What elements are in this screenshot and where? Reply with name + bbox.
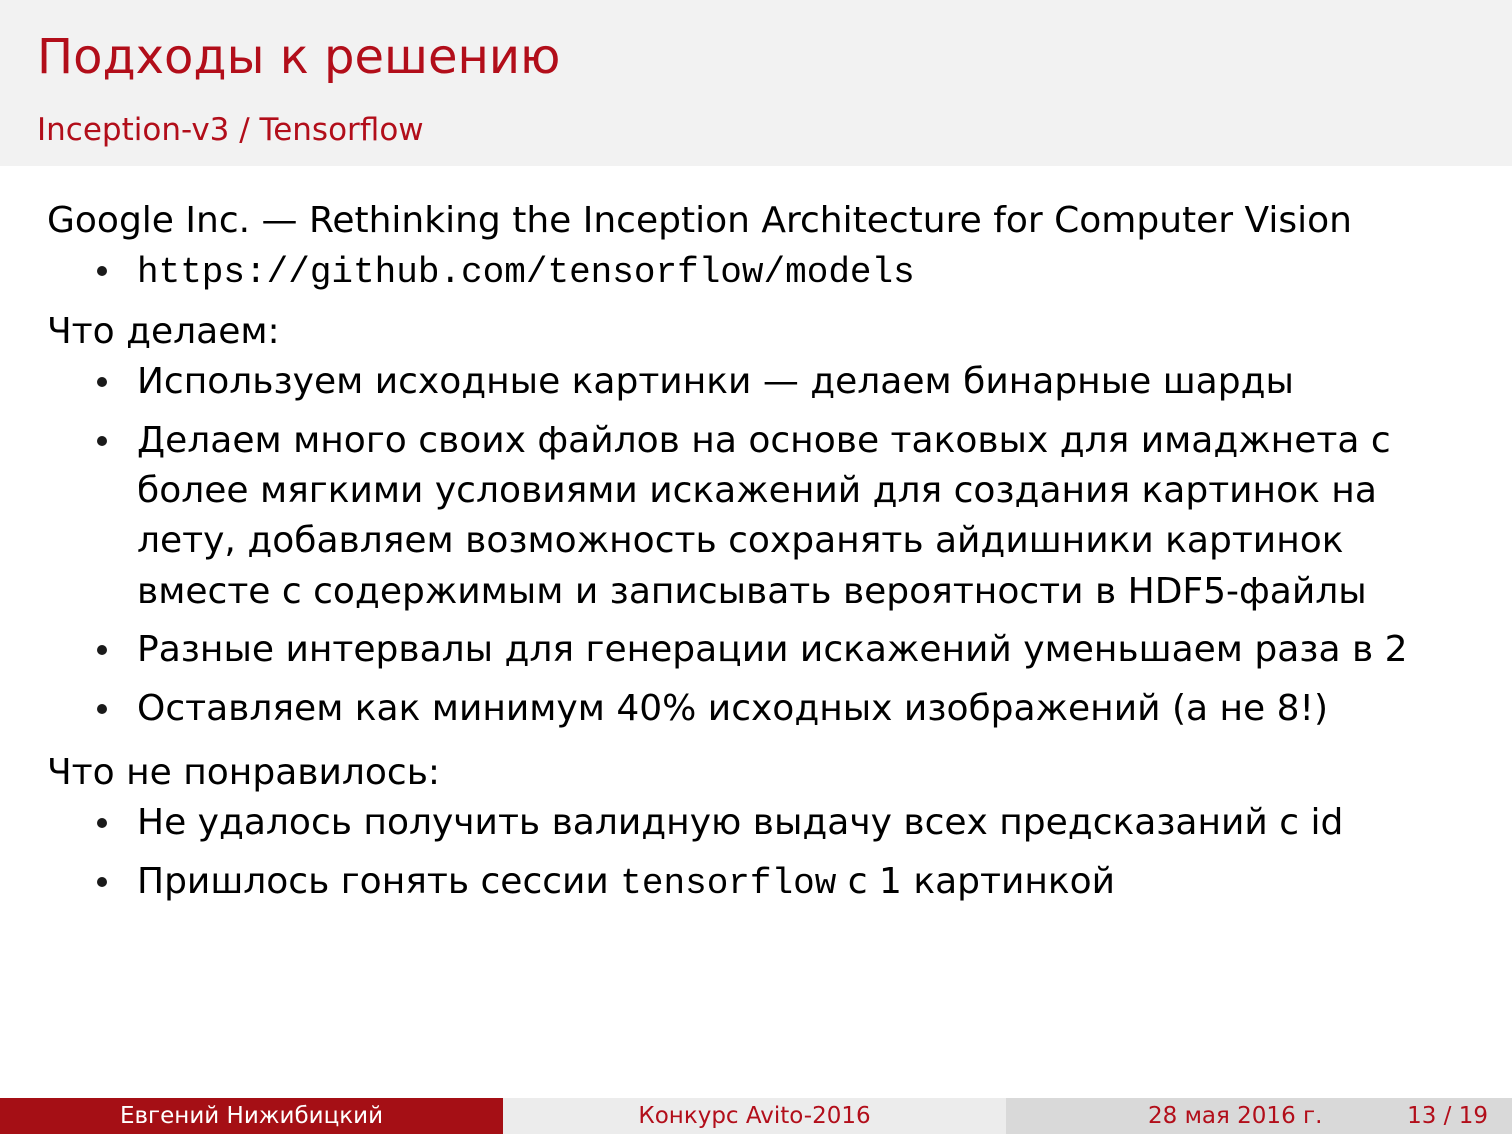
list-item (47, 357, 1467, 407)
footer-date: 28 мая 2016 г. (1148, 1103, 1323, 1129)
list-item (47, 798, 1467, 848)
frame-title: Подходы к решению (37, 29, 561, 85)
footer-bar (0, 1098, 1512, 1134)
list-item-text: Делаем много своих файлов на основе таковых для имаджнета с более мягкими условиями искажений для создания картинок на лету, добавляем возможность сохранять айдишники картинок вместе с содержимым и записывать вероятности в HDF5-файлы (137, 419, 1391, 612)
paper-reference: Google Inc. — Rethinking the Inception Architecture for Computer Vision (47, 200, 1352, 241)
list-item (47, 625, 1467, 675)
bullet-icon (97, 645, 107, 655)
github-link[interactable]: https://github.com/tensorflow/models (137, 252, 915, 294)
bullet-icon (97, 877, 107, 887)
inline-code: tensorflow (620, 862, 837, 904)
list-item-text-after: с 1 картинкой (836, 860, 1116, 902)
bullet-icon (97, 704, 107, 714)
bullet-icon (97, 266, 107, 276)
footer-event: Конкурс Avito-2016 (503, 1098, 1006, 1134)
slide-content (47, 196, 1467, 917)
doing-list (47, 357, 1467, 734)
list-item (47, 684, 1467, 734)
section-heading-disliked: Что не понравилось: (47, 751, 441, 793)
disliked-list (47, 798, 1467, 909)
bullet-icon (97, 436, 107, 446)
section-heading-doing: Что делаем: (47, 310, 280, 352)
link-list (47, 246, 1467, 298)
bullet-icon (97, 377, 107, 387)
list-item-text: Разные интервалы для генерации искажений уменьшаем раза в 2 (137, 629, 1408, 671)
list-item-text-before: Пришлось гонять сессии (137, 860, 621, 902)
frame-header (0, 0, 1512, 166)
list-item (47, 246, 1467, 298)
list-item (47, 857, 1467, 909)
list-item (47, 416, 1477, 618)
footer-author: Евгений Нижибицкий (0, 1098, 503, 1134)
frame-subtitle: Inception-v3 / Tensorflow (37, 112, 424, 148)
list-item-text: Не удалось получить валидную выдачу всех предсказаний с id (137, 802, 1344, 844)
footer-page-number: 13 / 19 (1407, 1103, 1488, 1129)
footer-right (1006, 1098, 1512, 1134)
list-item-text: Оставляем как минимум 40% исходных изображений (а не 8!) (137, 687, 1329, 729)
list-item-text: Используем исходные картинки — делаем бинарные шарды (137, 361, 1294, 403)
bullet-icon (97, 818, 107, 828)
